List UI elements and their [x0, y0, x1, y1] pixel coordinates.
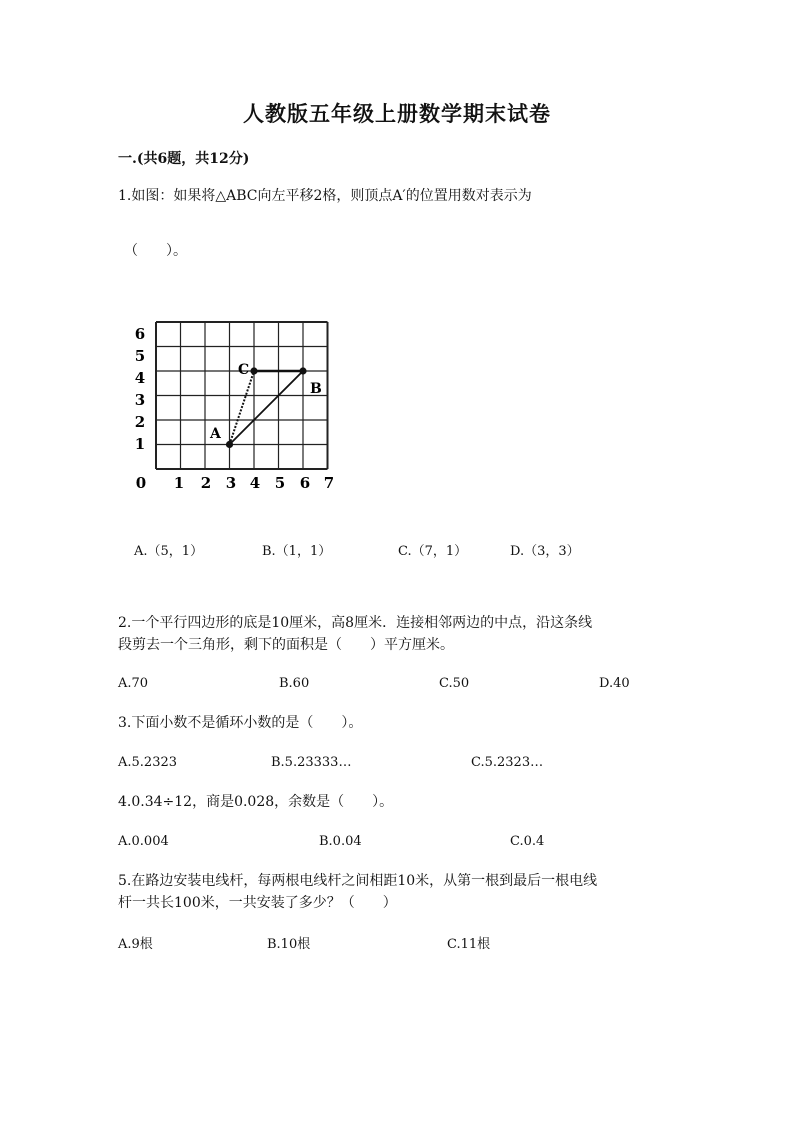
- triangle-abc: [226, 367, 307, 448]
- y-label-2: 2: [134, 413, 146, 431]
- section-heading: 一.(共6题，共12分): [118, 151, 250, 167]
- x-label-1: 1: [173, 474, 185, 492]
- question-4-option-b[interactable]: B.0.04: [319, 834, 362, 849]
- question-1-blank: （ ）。: [124, 243, 187, 259]
- point-label-a: A: [210, 426, 221, 442]
- x-label-3: 3: [225, 474, 237, 492]
- grid-lines: [156, 322, 328, 469]
- question-1-option-d[interactable]: D.（3，3）: [510, 544, 580, 559]
- x-label-2: 2: [200, 474, 212, 492]
- question-2-option-d[interactable]: D.40: [599, 676, 630, 691]
- y-label-5: 5: [134, 347, 146, 365]
- question-5-option-c[interactable]: C.11根: [447, 937, 491, 952]
- question-2-option-c[interactable]: C.50: [439, 676, 470, 691]
- question-3-option-a[interactable]: A.5.2323: [118, 755, 178, 770]
- coordinate-grid-figure: [125, 318, 340, 500]
- question-1-text: 1.如图：如果将△ABC向左平移2格，则顶点A′的位置用数对表示为: [118, 188, 532, 204]
- question-3-option-b[interactable]: B.5.23333…: [271, 755, 352, 770]
- point-a: [226, 441, 233, 448]
- point-label-c: C: [238, 362, 250, 378]
- point-c: [250, 367, 257, 374]
- point-b: [299, 367, 306, 374]
- y-axis-labels: [135, 325, 145, 453]
- question-4-option-c[interactable]: C.0.4: [510, 834, 545, 849]
- y-label-1: 1: [134, 435, 146, 453]
- x-label-7: 7: [323, 474, 335, 492]
- x-label-5: 5: [274, 474, 286, 492]
- question-1-option-b[interactable]: B.（1，1）: [262, 544, 332, 559]
- segment-ab: [230, 371, 304, 445]
- page-title: 人教版五年级上册数学期末试卷: [243, 101, 551, 126]
- y-label-6: 6: [134, 325, 146, 343]
- question-3-option-c[interactable]: C.5.2323…: [471, 755, 544, 770]
- x-axis-labels: [136, 474, 334, 492]
- y-label-4: 4: [134, 369, 146, 387]
- question-3-text: 3.下面小数不是循环小数的是（ ）。: [118, 715, 363, 731]
- x-label-6: 6: [299, 474, 311, 492]
- question-1-option-c[interactable]: C.（7，1）: [398, 544, 468, 559]
- question-5-option-a[interactable]: A.9根: [118, 937, 153, 952]
- question-4-text: 4.0.34÷12，商是0.028，余数是（ ）。: [118, 794, 394, 810]
- question-2-text-line-2: 段剪去一个三角形，剩下的面积是（ ）平方厘米。: [118, 637, 454, 653]
- question-2-option-b[interactable]: B.60: [279, 676, 310, 691]
- question-2-text-line-1: 2.一个平行四边形的底是10厘米，高8厘米．连接相邻两边的中点，沿这条线: [118, 615, 593, 631]
- point-label-b: B: [310, 381, 322, 397]
- y-label-3: 3: [134, 391, 146, 409]
- question-5-text-line-1: 5.在路边安装电线杆，每两根电线杆之间相距10米，从第一根到最后一根电线: [118, 873, 598, 889]
- x-label-0: 0: [135, 474, 147, 492]
- question-5-option-b[interactable]: B.10根: [267, 937, 311, 952]
- question-2-option-a[interactable]: A.70: [118, 676, 149, 691]
- question-5-text-line-2: 杆一共长100米，一共安装了多少？（ ）: [118, 895, 397, 911]
- question-4-option-a[interactable]: A.0.004: [118, 834, 169, 849]
- x-label-4: 4: [249, 474, 261, 492]
- question-1-option-a[interactable]: A.（5，1）: [134, 544, 204, 559]
